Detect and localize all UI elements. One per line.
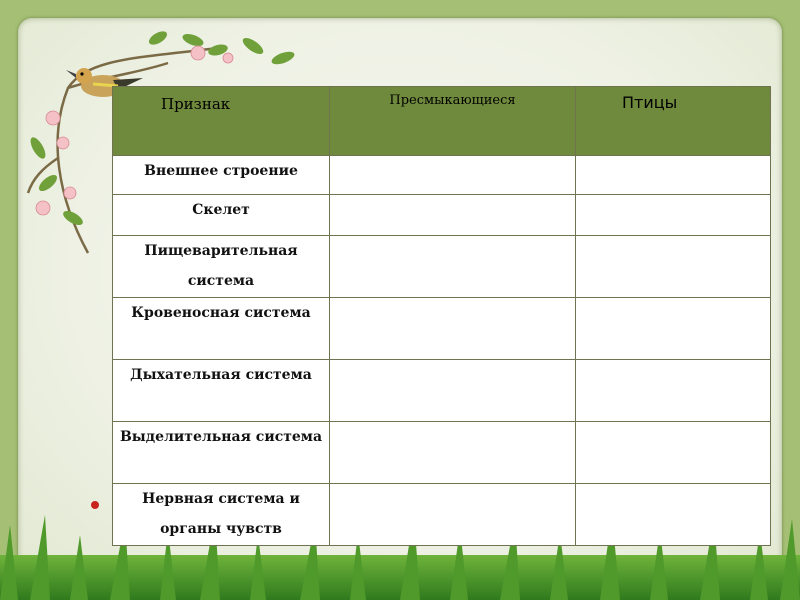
cell-reptiles[interactable] xyxy=(330,484,576,546)
cell-reptiles[interactable] xyxy=(330,195,576,236)
cell-reptiles[interactable] xyxy=(330,360,576,422)
table-header-row xyxy=(113,87,771,156)
cell-birds[interactable] xyxy=(576,195,771,236)
table-row xyxy=(113,422,771,484)
comparison-table xyxy=(112,86,771,546)
cell-birds[interactable] xyxy=(576,422,771,484)
table-row xyxy=(113,360,771,422)
row-label: Кровеносная система xyxy=(113,298,330,360)
row-label: Дыхательная система xyxy=(113,360,330,422)
cell-birds[interactable] xyxy=(576,236,771,298)
cell-reptiles[interactable] xyxy=(330,156,576,195)
row-label: Выделительная система xyxy=(113,422,330,484)
row-label: Внешнее строение xyxy=(113,156,330,195)
table-row xyxy=(113,156,771,195)
table-row xyxy=(113,484,771,546)
table-row xyxy=(113,298,771,360)
cell-birds[interactable] xyxy=(576,298,771,360)
cell-birds[interactable] xyxy=(576,360,771,422)
cell-birds[interactable] xyxy=(576,484,771,546)
row-label: Скелет xyxy=(113,195,330,236)
header-reptiles: Пресмыкающиеся xyxy=(330,87,576,156)
header-birds: Птицы xyxy=(576,87,771,156)
cell-reptiles[interactable] xyxy=(330,236,576,298)
header-feature: Признак xyxy=(113,87,330,156)
cell-birds[interactable] xyxy=(576,156,771,195)
row-label: Пищеварительная система xyxy=(113,236,330,298)
table-row xyxy=(113,236,771,298)
cell-reptiles[interactable] xyxy=(330,422,576,484)
row-label: Нервная система и органы чувств xyxy=(113,484,330,546)
table-row xyxy=(113,195,771,236)
cell-reptiles[interactable] xyxy=(330,298,576,360)
